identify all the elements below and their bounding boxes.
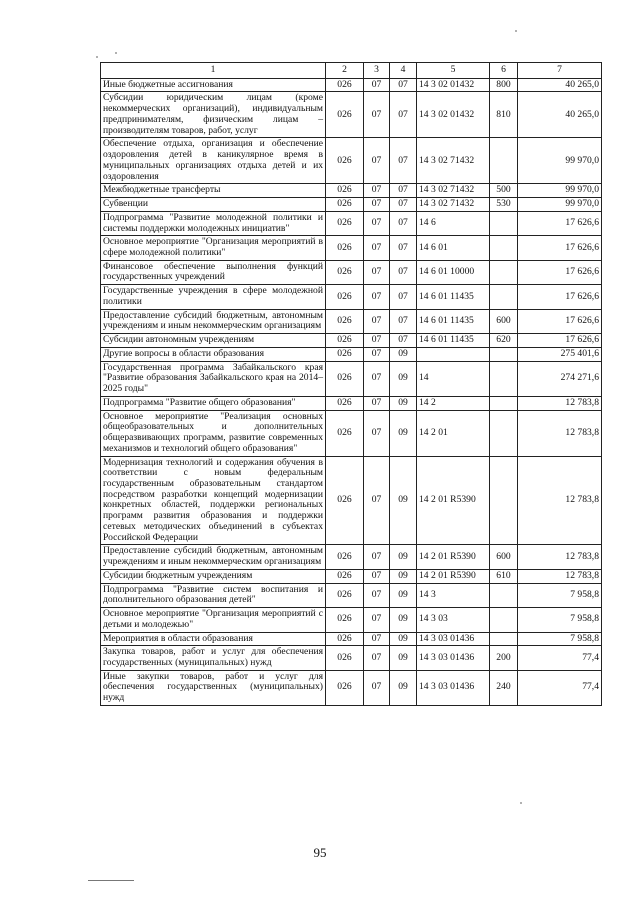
table-row — [101, 608, 602, 632]
table-row — [101, 334, 602, 348]
column-header: 4 — [390, 63, 417, 79]
row-expense-kind-cell: 800 — [490, 78, 518, 92]
row-target-article-cell: 14 — [417, 361, 490, 396]
row-expense-kind-cell — [490, 138, 518, 184]
table-row — [101, 211, 602, 235]
row-subsection-cell: 09 — [390, 410, 417, 456]
table-row — [101, 236, 602, 260]
row-target-article-cell: 14 2 01 R5390 — [417, 545, 490, 569]
row-name-cell: Субсидии юридическим лицам (кроме некоммерческих организаций), индивидуальным предпринимателям, физическим лицам – производителям товаров, работ, услуг — [101, 92, 326, 138]
column-header: 6 — [490, 63, 518, 79]
row-section-cell: 07 — [364, 309, 390, 333]
row-admin-code-cell: 026 — [326, 569, 364, 583]
row-target-article-cell: 14 2 01 R5390 — [417, 569, 490, 583]
row-amount-cell: 17 626,6 — [518, 211, 602, 235]
row-name-cell: Субсидии автономным учреждениям — [101, 334, 326, 348]
row-target-article-cell: 14 3 02 71432 — [417, 138, 490, 184]
row-section-cell: 07 — [364, 78, 390, 92]
row-target-article-cell: 14 3 03 01436 — [417, 646, 490, 670]
table-body — [101, 78, 602, 705]
row-section-cell: 07 — [364, 347, 390, 361]
row-amount-cell: 99 970,0 — [518, 138, 602, 184]
row-section-cell: 07 — [364, 92, 390, 138]
row-expense-kind-cell — [490, 456, 518, 545]
row-subsection-cell: 09 — [390, 608, 417, 632]
row-amount-cell: 77,4 — [518, 646, 602, 670]
row-admin-code-cell: 026 — [326, 361, 364, 396]
row-amount-cell: 17 626,6 — [518, 285, 602, 309]
row-admin-code-cell: 026 — [326, 347, 364, 361]
table-row — [101, 456, 602, 545]
row-subsection-cell: 07 — [390, 211, 417, 235]
row-section-cell: 07 — [364, 456, 390, 545]
row-amount-cell: 12 783,8 — [518, 410, 602, 456]
row-expense-kind-cell — [490, 410, 518, 456]
row-section-cell: 07 — [364, 236, 390, 260]
row-target-article-cell: 14 6 01 11435 — [417, 285, 490, 309]
row-target-article-cell: 14 2 01 R5390 — [417, 456, 490, 545]
row-expense-kind-cell — [490, 347, 518, 361]
row-subsection-cell: 09 — [390, 583, 417, 607]
row-subsection-cell: 07 — [390, 334, 417, 348]
row-section-cell: 07 — [364, 608, 390, 632]
row-section-cell: 07 — [364, 184, 390, 198]
row-subsection-cell: 07 — [390, 260, 417, 284]
row-section-cell: 07 — [364, 632, 390, 646]
column-header: 5 — [417, 63, 490, 79]
row-admin-code-cell: 026 — [326, 236, 364, 260]
row-expense-kind-cell: 200 — [490, 646, 518, 670]
row-admin-code-cell: 026 — [326, 309, 364, 333]
row-expense-kind-cell — [490, 285, 518, 309]
row-name-cell: Предоставление субсидий бюджетным, автономным учреждениям и иным некоммерческим организациям — [101, 545, 326, 569]
table-row — [101, 396, 602, 410]
table-row — [101, 198, 602, 212]
table-row — [101, 569, 602, 583]
row-expense-kind-cell — [490, 608, 518, 632]
row-subsection-cell: 09 — [390, 569, 417, 583]
row-expense-kind-cell — [490, 396, 518, 410]
page-number: 95 — [313, 845, 327, 860]
header-row — [101, 63, 602, 79]
row-admin-code-cell: 026 — [326, 646, 364, 670]
row-subsection-cell: 07 — [390, 92, 417, 138]
scan-speck — [115, 52, 117, 54]
table-row — [101, 410, 602, 456]
row-admin-code-cell: 026 — [326, 545, 364, 569]
row-expense-kind-cell: 600 — [490, 309, 518, 333]
row-name-cell: Подпрограмма "Развитие общего образования" — [101, 396, 326, 410]
row-subsection-cell: 09 — [390, 456, 417, 545]
row-expense-kind-cell — [490, 260, 518, 284]
row-target-article-cell: 14 3 03 01436 — [417, 632, 490, 646]
row-name-cell: Мероприятия в области образования — [101, 632, 326, 646]
row-section-cell: 07 — [364, 285, 390, 309]
row-target-article-cell: 14 2 01 — [417, 410, 490, 456]
row-expense-kind-cell — [490, 236, 518, 260]
row-section-cell: 07 — [364, 396, 390, 410]
scan-speck — [515, 30, 517, 32]
row-subsection-cell: 09 — [390, 396, 417, 410]
scan-speck — [96, 56, 98, 58]
row-amount-cell: 7 958,8 — [518, 608, 602, 632]
row-admin-code-cell: 026 — [326, 138, 364, 184]
row-section-cell: 07 — [364, 545, 390, 569]
row-section-cell: 07 — [364, 260, 390, 284]
row-amount-cell: 7 958,8 — [518, 632, 602, 646]
table-row — [101, 361, 602, 396]
column-header: 3 — [364, 63, 390, 79]
row-amount-cell: 99 970,0 — [518, 184, 602, 198]
table-row — [101, 632, 602, 646]
row-name-cell: Другие вопросы в области образования — [101, 347, 326, 361]
row-subsection-cell: 07 — [390, 78, 417, 92]
row-subsection-cell: 07 — [390, 285, 417, 309]
row-name-cell: Предоставление субсидий бюджетным, автономным учреждениям и иным некоммерческим организациям — [101, 309, 326, 333]
row-admin-code-cell: 026 — [326, 78, 364, 92]
table-row — [101, 285, 602, 309]
row-section-cell: 07 — [364, 361, 390, 396]
row-target-article-cell — [417, 347, 490, 361]
table-row — [101, 545, 602, 569]
row-name-cell: Государственные учреждения в сфере молодежной политики — [101, 285, 326, 309]
row-name-cell: Межбюджетные трансферты — [101, 184, 326, 198]
row-subsection-cell: 07 — [390, 138, 417, 184]
row-expense-kind-cell — [490, 361, 518, 396]
row-target-article-cell: 14 3 — [417, 583, 490, 607]
row-expense-kind-cell: 500 — [490, 184, 518, 198]
table-row — [101, 583, 602, 607]
row-target-article-cell: 14 6 01 — [417, 236, 490, 260]
row-name-cell: Государственная программа Забайкальского края "Развитие образования Забайкальского края на 2014–2025 годы" — [101, 361, 326, 396]
row-name-cell: Модернизация технологий и содержания обучения в соответствии с новым федеральным государственным образовательным стандартом посредством разработки концепций модернизации конкретных областей, поддержки региональных программ развития образования и поддержки сетевых методических объединений в субъектах Российской Федерации — [101, 456, 326, 545]
row-name-cell: Финансовое обеспечение выполнения функций государственных учреждений — [101, 260, 326, 284]
row-expense-kind-cell: 600 — [490, 545, 518, 569]
row-target-article-cell: 14 3 02 01432 — [417, 92, 490, 138]
row-subsection-cell: 09 — [390, 670, 417, 705]
row-target-article-cell: 14 3 02 71432 — [417, 184, 490, 198]
row-expense-kind-cell — [490, 211, 518, 235]
row-name-cell: Основное мероприятие "Реализация основных общеобразовательных и дополнительных общеразвивающих программ, развитие современных механизмов и технологий общего образования" — [101, 410, 326, 456]
row-target-article-cell: 14 2 — [417, 396, 490, 410]
row-name-cell: Подпрограмма "Развитие молодежной политики и системы поддержки молодежных инициатив" — [101, 211, 326, 235]
row-subsection-cell: 07 — [390, 198, 417, 212]
row-name-cell: Основное мероприятие "Организация мероприятий с детьми и молодежью" — [101, 608, 326, 632]
row-admin-code-cell: 026 — [326, 92, 364, 138]
row-admin-code-cell: 026 — [326, 334, 364, 348]
row-subsection-cell: 07 — [390, 236, 417, 260]
table-row — [101, 646, 602, 670]
row-admin-code-cell: 026 — [326, 632, 364, 646]
row-expense-kind-cell: 610 — [490, 569, 518, 583]
row-amount-cell: 12 783,8 — [518, 545, 602, 569]
row-section-cell: 07 — [364, 198, 390, 212]
row-subsection-cell: 09 — [390, 545, 417, 569]
budget-table — [100, 62, 602, 706]
column-header: 2 — [326, 63, 364, 79]
row-amount-cell: 275 401,6 — [518, 347, 602, 361]
row-admin-code-cell: 026 — [326, 184, 364, 198]
row-subsection-cell: 07 — [390, 309, 417, 333]
row-section-cell: 07 — [364, 569, 390, 583]
row-section-cell: 07 — [364, 211, 390, 235]
row-target-article-cell: 14 3 03 01436 — [417, 670, 490, 705]
row-subsection-cell: 09 — [390, 632, 417, 646]
row-name-cell: Субвенции — [101, 198, 326, 212]
row-subsection-cell: 07 — [390, 184, 417, 198]
row-amount-cell: 12 783,8 — [518, 456, 602, 545]
row-subsection-cell: 09 — [390, 646, 417, 670]
row-subsection-cell: 09 — [390, 361, 417, 396]
row-name-cell: Иные закупки товаров, работ и услуг для обеспечения государственных (муниципальных) нужд — [101, 670, 326, 705]
row-target-article-cell: 14 6 01 10000 — [417, 260, 490, 284]
row-amount-cell: 274 271,6 — [518, 361, 602, 396]
row-expense-kind-cell: 530 — [490, 198, 518, 212]
row-name-cell: Подпрограмма "Развитие систем воспитания и дополнительного образования детей" — [101, 583, 326, 607]
row-admin-code-cell: 026 — [326, 456, 364, 545]
row-amount-cell: 40 265,0 — [518, 78, 602, 92]
row-expense-kind-cell: 240 — [490, 670, 518, 705]
row-section-cell: 07 — [364, 410, 390, 456]
row-expense-kind-cell — [490, 583, 518, 607]
row-admin-code-cell: 026 — [326, 396, 364, 410]
column-header: 1 — [101, 63, 326, 79]
row-target-article-cell: 14 6 — [417, 211, 490, 235]
row-expense-kind-cell — [490, 632, 518, 646]
row-amount-cell: 17 626,6 — [518, 309, 602, 333]
column-header: 7 — [518, 63, 602, 79]
table-row — [101, 347, 602, 361]
table-row — [101, 78, 602, 92]
row-amount-cell: 12 783,8 — [518, 569, 602, 583]
row-amount-cell: 12 783,8 — [518, 396, 602, 410]
row-amount-cell: 77,4 — [518, 670, 602, 705]
table-row — [101, 260, 602, 284]
table-row — [101, 309, 602, 333]
row-amount-cell: 17 626,6 — [518, 260, 602, 284]
row-amount-cell: 17 626,6 — [518, 334, 602, 348]
scan-speck — [520, 802, 522, 804]
row-target-article-cell: 14 3 02 01432 — [417, 78, 490, 92]
row-name-cell: Субсидии бюджетным учреждениям — [101, 569, 326, 583]
row-name-cell: Иные бюджетные ассигнования — [101, 78, 326, 92]
row-section-cell: 07 — [364, 646, 390, 670]
row-target-article-cell: 14 3 03 — [417, 608, 490, 632]
row-target-article-cell: 14 3 02 71432 — [417, 198, 490, 212]
row-amount-cell: 17 626,6 — [518, 236, 602, 260]
row-admin-code-cell: 026 — [326, 608, 364, 632]
row-target-article-cell: 14 6 01 11435 — [417, 334, 490, 348]
row-expense-kind-cell: 620 — [490, 334, 518, 348]
row-admin-code-cell: 026 — [326, 285, 364, 309]
row-section-cell: 07 — [364, 138, 390, 184]
row-section-cell: 07 — [364, 334, 390, 348]
row-admin-code-cell: 026 — [326, 410, 364, 456]
row-section-cell: 07 — [364, 583, 390, 607]
row-target-article-cell: 14 6 01 11435 — [417, 309, 490, 333]
row-amount-cell: 7 958,8 — [518, 583, 602, 607]
row-admin-code-cell: 026 — [326, 211, 364, 235]
row-admin-code-cell: 026 — [326, 198, 364, 212]
row-admin-code-cell: 026 — [326, 583, 364, 607]
footnote-divider — [88, 880, 134, 881]
row-name-cell: Основное мероприятие "Организация мероприятий в сфере молодежной политики" — [101, 236, 326, 260]
table-row — [101, 670, 602, 705]
row-name-cell: Закупка товаров, работ и услуг для обеспечения государственных (муниципальных) нужд — [101, 646, 326, 670]
row-subsection-cell: 09 — [390, 347, 417, 361]
row-admin-code-cell: 026 — [326, 260, 364, 284]
row-section-cell: 07 — [364, 670, 390, 705]
table-row — [101, 184, 602, 198]
row-admin-code-cell: 026 — [326, 670, 364, 705]
row-name-cell: Обеспечение отдыха, организация и обеспечение оздоровления детей в каникулярное время в муниципальных организациях отдыха детей и их оздоровления — [101, 138, 326, 184]
table-row — [101, 138, 602, 184]
row-amount-cell: 40 265,0 — [518, 92, 602, 138]
table-row — [101, 92, 602, 138]
row-amount-cell: 99 970,0 — [518, 198, 602, 212]
row-expense-kind-cell: 810 — [490, 92, 518, 138]
